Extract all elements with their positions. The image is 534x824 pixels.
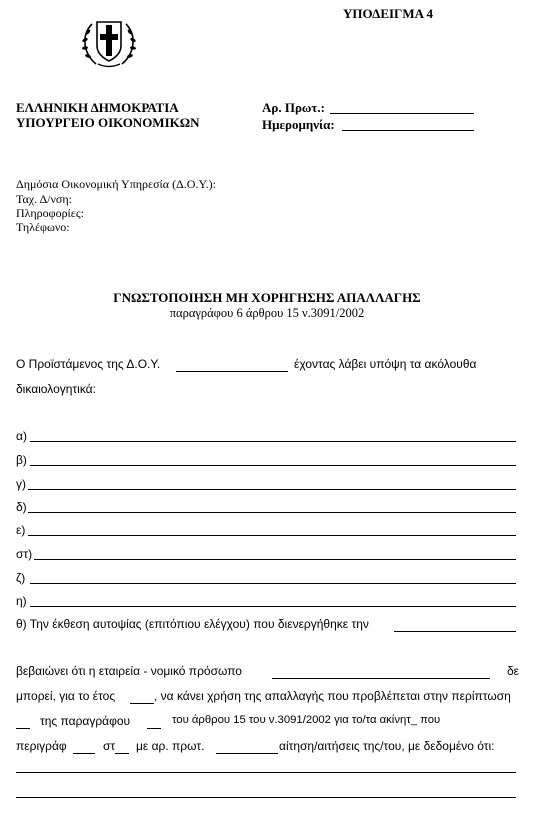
reason-field-1[interactable] (16, 772, 516, 773)
intro-text-2: έχοντας λάβει υπόψη τα ακόλουθα (294, 357, 477, 371)
document-title: ΓΝΩΣΤΟΠΟΙΗΣΗ ΜΗ ΧΟΡΗΓΗΣΗΣ ΑΠΑΛΛΑΓΗΣ (113, 290, 421, 305)
document-subtitle: παραγράφου 6 άρθρου 15 ν.3091/2002 (169, 306, 365, 320)
para-text-4a: περιγράφ (16, 739, 67, 753)
document-template-label: ΥΠΟΔΕΙΓΜΑ 4 (343, 6, 434, 21)
prot-number-field[interactable] (330, 113, 474, 114)
tax-office-field[interactable] (176, 371, 288, 372)
list-field-i[interactable] (30, 606, 516, 607)
office-name-label: Δημόσια Οικονομική Υπηρεσία (Δ.Ο.Υ.): (16, 177, 216, 191)
greek-emblem-icon (74, 12, 144, 72)
inspection-report-text: θ) Την έκθεση αυτοψίας (επιτόπιου ελέγχου) που διενεργήθηκε την (16, 617, 369, 631)
paragraph-field[interactable] (147, 728, 161, 729)
list-label-st: στ) (16, 547, 33, 561)
intro-text-1: Ο Προϊστάμενος της Δ.Ο.Υ. (16, 357, 161, 371)
intro-text-3: δικαιολογητικά: (16, 382, 96, 396)
described-suffix-field[interactable] (73, 753, 95, 754)
office-address-label: Ταχ. Δ/νση: (16, 192, 73, 206)
list-field-e[interactable] (28, 535, 516, 536)
list-field-b[interactable] (30, 465, 516, 466)
list-label-z: ζ) (16, 571, 26, 585)
list-label-b: β) (16, 453, 27, 467)
date-label: Ημερομηνία: (262, 117, 335, 132)
reason-field-2[interactable] (16, 797, 516, 798)
para-text-4c: με αρ. πρωτ. (136, 739, 205, 753)
list-label-i: η) (16, 594, 27, 608)
inspection-date-field[interactable] (394, 631, 516, 632)
application-number-field[interactable] (216, 753, 278, 754)
list-label-d: δ) (16, 500, 27, 514)
case-field[interactable] (16, 728, 30, 729)
list-field-z[interactable] (30, 583, 516, 584)
para-text-4b: στ (103, 739, 116, 753)
para-text-3b: του άρθρου 15 του ν.3091/2002 για το/τα ακίνητ_ που (172, 714, 441, 726)
list-field-d[interactable] (28, 512, 516, 513)
list-field-st[interactable] (34, 559, 516, 560)
article-suffix-field[interactable] (115, 753, 129, 754)
office-info-label: Πληροφορίες: (16, 206, 84, 220)
office-phone-label: Τηλέφωνο: (16, 220, 70, 234)
list-label-a: α) (16, 429, 27, 443)
company-name-field[interactable] (272, 678, 490, 679)
para-text-4d: αίτηση/αιτήσεις της/του, με δεδομένο ότι: (279, 739, 495, 753)
list-field-c[interactable] (28, 489, 516, 490)
para-text-3a: της παραγράφου (40, 714, 131, 728)
header-ministry: ΥΠΟΥΡΓΕΙΟ ΟΙΚΟΝΟΜΙΚΩΝ (16, 115, 200, 130)
date-field[interactable] (342, 130, 474, 131)
header-republic: ΕΛΛΗΝΙΚΗ ΔΗΜΟΚΡΑΤΙΑ (16, 100, 179, 115)
list-label-c: γ) (16, 477, 26, 491)
prot-number-label: Αρ. Πρωτ.: (262, 100, 325, 115)
year-field[interactable] (130, 703, 154, 704)
para-text-2a: μπορεί, για το έτος (16, 689, 116, 703)
para-text-2b: , να κάνει χρήση της απαλλαγής που προβλέπεται στην περίπτωση (154, 689, 511, 703)
para-text-1b: δε (507, 664, 520, 678)
list-label-e: ε) (16, 523, 26, 537)
list-field-a[interactable] (30, 441, 516, 442)
para-text-1a: βεβαιώνει ότι η εταιρεία - νομικό πρόσωπο (16, 664, 242, 678)
